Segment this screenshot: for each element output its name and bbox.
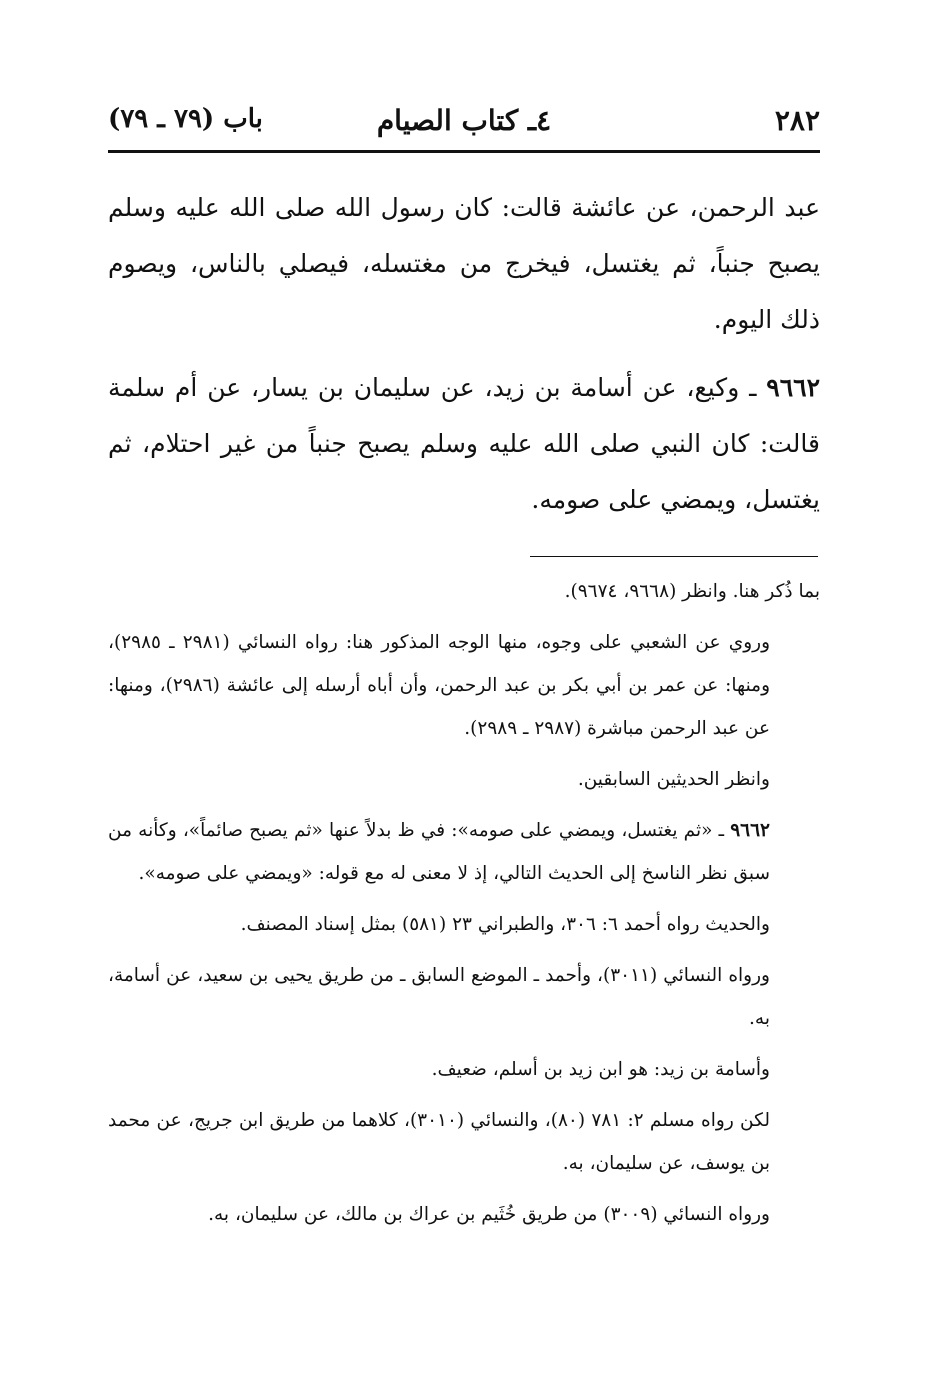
- footnote-line-1: بما ذُكر هنا. وانظر (٩٦٦٨، ٩٦٧٤).: [564, 581, 820, 602]
- footnote-line-8: لكن رواه مسلم ٢: ٧٨١ (٨٠)، والنسائي (٣٠١٠)، كلاهما من طريق ابن جريج، عن محمد بن يوسف، عن سليمان، به.: [108, 1110, 770, 1174]
- footnote-line-4: [108, 809, 820, 895]
- page-header: [108, 96, 820, 144]
- main-paragraph-1: عبد الرحمن، عن عائشة قالت: كان رسول الله صلى الله عليه وسلم يصبح جنباً، ثم يغتسل، فيخرج من مغتسله، فيصلي بالناس، ويصوم ذلك اليوم.: [108, 193, 820, 334]
- footnote-hadith-number: ٩٦٦٢: [730, 820, 770, 841]
- book-title: ٤ـ كتاب الصيام: [376, 104, 552, 137]
- page-number: ٢٨٢: [774, 104, 820, 137]
- main-text: [108, 180, 820, 540]
- hadith-number: ٩٦٦٢: [766, 373, 821, 402]
- footnote-line-6: ورواه النسائي (٣٠١١)، وأحمد ـ الموضع السابق ـ من طريق يحيى بن سعيد، عن أسامة، به.: [108, 965, 770, 1029]
- footnote-line-4-text: ـ «ثم يغتسل، ويمضي على صومه»: في ظ بدلاً عنها «ثم يصبح صائماً»، وكأنه من سبق نظر الناسخ إلى الحديث التالي، إذ لا معنى له مع قوله: «ويمضي على صومه».: [108, 820, 770, 884]
- footnote-line-2: وروي عن الشعبي على وجوه، منها الوجه المذكور هنا: رواه النسائي (٢٩٨١ ـ ٢٩٨٥)، ومنها: عن عمر بن أبي بكر بن عبد الرحمن، وأن أباه أرسله إلى عائشة (٢٩٨٦)، ومنها: عن عبد الرحمن مباشرة (٢٩٨٧ ـ ٢٩٨٩).: [108, 632, 770, 739]
- chapter-reference: باب (٧٩ ـ ٧٩): [108, 104, 263, 134]
- hadith-text: ـ وكيع، عن أسامة بن زيد، عن سليمان بن يسار، عن أم سلمة قالت: كان النبي صلى الله عليه وسلم يصبح جنباً من غير احتلام، ثم يغتسل، ويمضي على صومه.: [108, 373, 820, 514]
- footnote-line-3: وانظر الحديثين السابقين.: [577, 769, 770, 790]
- main-paragraph-2: [108, 360, 820, 528]
- footnote-separator: [530, 556, 818, 557]
- footnote-line-9: ورواه النسائي (٣٠٠٩) من طريق خُثَيم بن عراك بن مالك، عن سليمان، به.: [208, 1204, 770, 1225]
- header-rule: [108, 150, 820, 153]
- footnote-line-7: وأسامة بن زيد: هو ابن زيد بن أسلم، ضعيف.: [431, 1059, 770, 1080]
- footnote-line-5: والحديث رواه أحمد ٦: ٣٠٦، والطبراني ٢٣ (٥٨١) بمثل إسناد المصنف.: [240, 914, 770, 935]
- footnotes: [108, 570, 820, 1244]
